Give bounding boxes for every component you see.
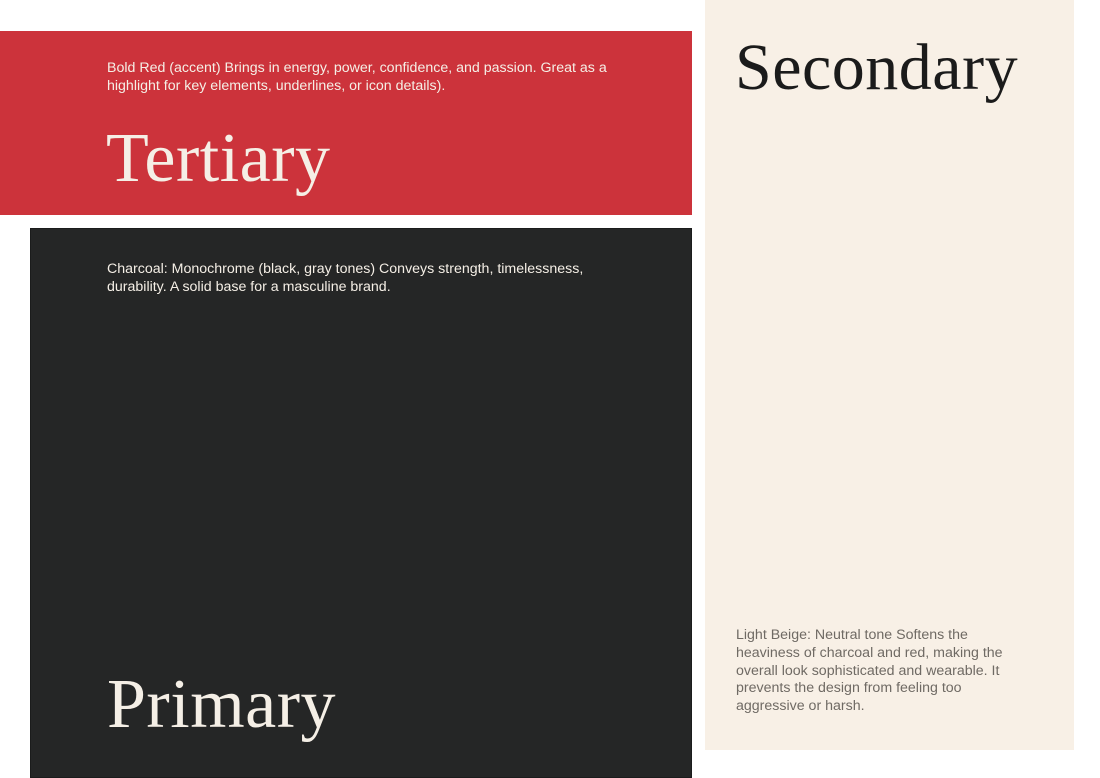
primary-description: Charcoal: Monochrome (black, gray tones) Conveys strength, timelessness, durability. A solid base for a masculine brand. — [107, 261, 584, 295]
secondary-description: Light Beige: Neutral tone Softens the heaviness of charcoal and red, making the overall look sophisticated and wearable. It prevents the design from feeling too aggressive or harsh. — [736, 627, 1003, 715]
secondary-title: Secondary — [735, 31, 1019, 104]
tertiary-title: Tertiary — [106, 120, 331, 197]
tertiary-description: Bold Red (accent) Brings in energy, power, confidence, and passion. Great as a highlight for key elements, underlines, or icon details). — [107, 60, 607, 94]
primary-title: Primary — [107, 666, 337, 743]
secondary-color-panel — [705, 0, 1074, 750]
tertiary-color-panel — [0, 31, 692, 215]
primary-color-panel — [30, 228, 692, 778]
